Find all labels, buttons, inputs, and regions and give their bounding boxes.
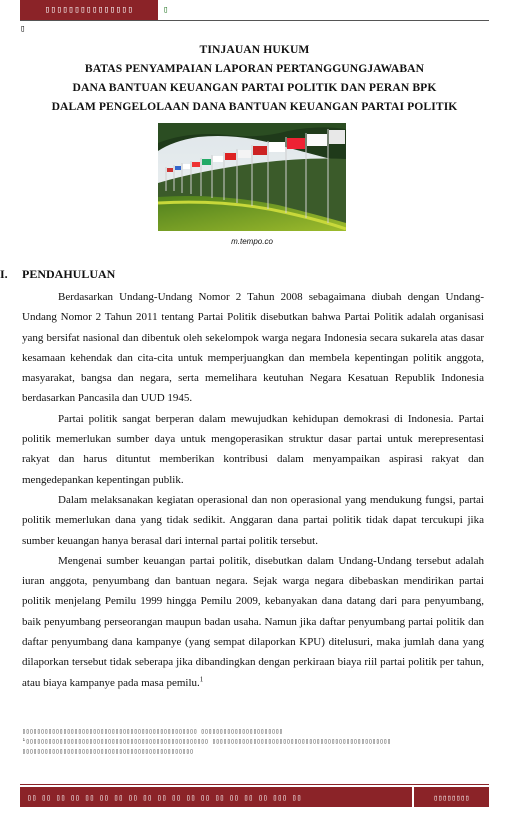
footnote-line-2: ▯▯▯▯▯▯▯▯▯▯▯▯▯▯▯▯▯▯▯▯▯▯▯▯▯▯▯▯▯▯▯▯▯▯▯▯▯▯▯▯▯▯▯▯▯▯ — [22, 748, 194, 755]
paragraph: Dalam melaksanakan kegiatan operasional dan non operasional yang mendukung fungsi, partai politik memerlukan dana yang tidak sedikit. Anggaran dana partai politik tidak dapat tercukupi jika sumber keuangan hanya berasal dari internal partai politik tersebut. — [22, 493, 484, 547]
paragraph: Partai politik sangat berperan dalam mewujudkan kehidupan demokrasi di Indonesia. Partai politik memerlukan sumber daya untuk mengoperasikan struktur dasar partai untuk merepresentasi rakyat dan harus dituntut memberikan kontribusi dalam menyampaikan aspirasi rakyat dan mengedepankan kepentingan publik. — [22, 412, 484, 486]
header-glyph-icon: ▯ — [163, 5, 169, 15]
section-number: I. — [0, 267, 8, 281]
document-title — [20, 40, 489, 116]
title-line-2: BATAS PENYAMPAIAN LAPORAN PERTANGGUNGJAWABAN — [84, 62, 425, 75]
flags-photo — [158, 123, 346, 231]
section-heading — [0, 267, 115, 282]
header-mark-icon: ▯ — [20, 24, 26, 34]
footer-text: ▯▯ ▯▯ ▯▯ ▯▯ ▯▯ ▯▯ ▯▯ ▯▯ ▯▯ ▯▯ ▯▯ ▯▯ ▯▯ ▯▯ ▯▯ ▯▯ ▯▯ ▯▯▯ ▯▯ — [20, 787, 412, 807]
footnote-line-1: ¹▯▯▯▯▯▯▯▯▯▯▯▯▯▯▯▯▯▯▯▯▯▯▯▯▯▯▯▯▯▯▯▯▯▯▯▯▯▯▯▯▯▯▯▯▯▯▯▯▯ ▯▯▯▯▯▯▯▯▯▯▯▯▯▯▯▯▯▯▯▯▯▯▯▯▯▯▯▯▯▯▯▯▯▯▯▯▯▯▯▯▯▯▯▯▯▯▯▯ — [22, 738, 391, 745]
footer-page-label: ▯▯▯▯▯▯▯▯ — [414, 787, 489, 807]
title-line-4: DALAM PENGELOLAAN DANA BANTUAN KEUANGAN PARTAI POLITIK — [51, 100, 458, 113]
header-divider — [20, 20, 489, 21]
photo-caption: m.tempo.co — [231, 237, 273, 246]
footer-divider — [20, 784, 489, 785]
section-title: PENDAHULUAN — [22, 267, 116, 281]
title-line-3: DANA BANTUAN KEUANGAN PARTAI POLITIK DAN PERAN BPK — [72, 81, 437, 94]
footnote-reference[interactable]: 1 — [199, 674, 204, 683]
body-text — [22, 287, 484, 693]
footnote-rule: ▯▯▯▯▯▯▯▯▯▯▯▯▯▯▯▯▯▯▯▯▯▯▯▯▯▯▯▯▯▯▯▯▯▯▯▯▯▯▯▯▯▯▯▯▯▯▯ ▯▯▯▯▯▯▯▯▯▯▯▯▯▯▯▯▯▯▯▯▯▯ — [22, 728, 283, 735]
header-tab: ▯▯▯▯▯▯▯▯▯▯▯▯▯▯▯ — [20, 0, 158, 20]
paragraph: Berdasarkan Undang-Undang Nomor 2 Tahun 2008 sebagaimana diubah dengan Undang-Undang Nomor 2 Tahun 2011 tentang Partai Politik disebutkan bahwa Partai Politik adalah organisasi yang bersifat nasional dan dibentuk oleh sekelompok warga negara Indonesia secara sukarela atas dasar kesamaan kehendak dan cita-cita untuk memperjuangkan dan membela kepentingan politik anggota, masyarakat, bangsa dan negara, serta memelihara keutuhan Negara Kesatuan Republik Indonesia berdasarkan Pancasila dan UUD 1945. — [22, 291, 484, 405]
footnote-area — [22, 727, 490, 757]
title-line-1: TINJAUAN HUKUM — [199, 43, 310, 56]
paragraph-text: Mengenai sumber keuangan partai politik, disebutkan dalam Undang-Undang tersebut adalah iuran anggota, penyumbang dan bantuan negara. Sejak warga negara dibebaskan mendirikan partai politik menjelang Pemilu 1999 hingga Pemilu 2009, kebanyakan dana datang dari para penyumbang, baik penyumbang perseorangan maupun badan usaha. Namun jika daftar penyumbang partai politik dan daftar penyumbang dana kampanye (yang sempat dilaporkan KPU) ditelusuri, maka jumlah dana yang dilaporkan tersebut tidak seberapa jika dibandingkan dengan perkiraan biaya riil partai politik per tahun, atau biaya kampanye pada masa pemilu. — [22, 554, 484, 689]
paragraph — [22, 551, 484, 693]
